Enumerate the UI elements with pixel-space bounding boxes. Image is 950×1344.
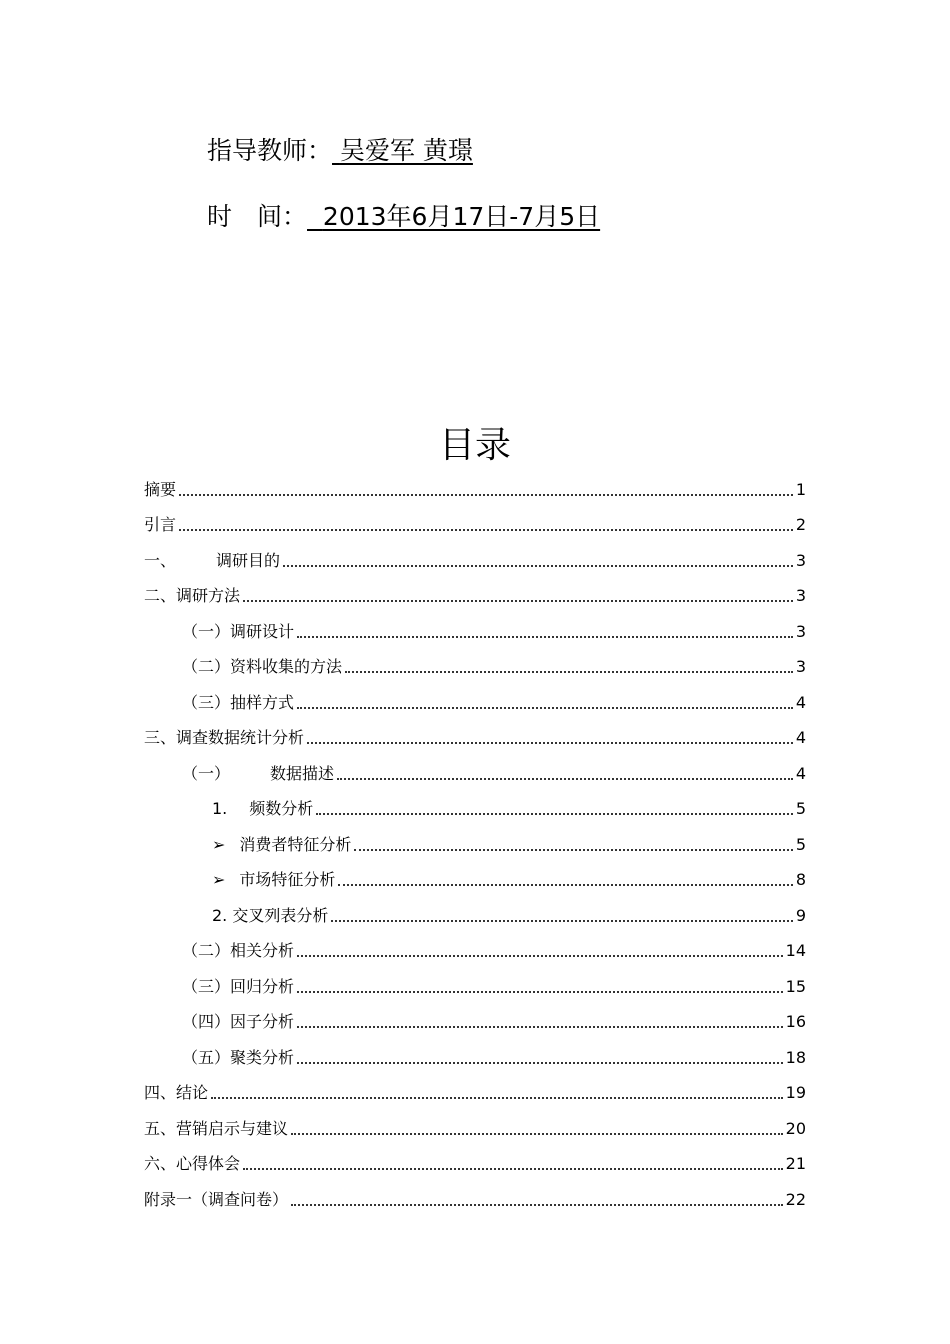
toc-entry-label: 消费者特征分析: [239, 835, 352, 854]
toc-leader-dots: [291, 1133, 783, 1135]
teacher-value: [332, 135, 473, 167]
toc-entry-text: （二）资料收集的方法: [182, 657, 343, 676]
toc-leader-dots: [179, 494, 793, 496]
toc-page-number: 15: [785, 977, 806, 996]
toc-entry-prefix: 1.: [212, 799, 228, 818]
toc-page-number: 4: [795, 728, 806, 747]
toc-entry-statistical-analysis[interactable]: [144, 723, 806, 749]
toc-entry-prefix: 一、: [144, 551, 177, 570]
toc-entry-research-design[interactable]: [144, 617, 806, 643]
toc-entry-text: 附录一（调查问卷）: [144, 1190, 289, 1209]
toc-page-number: 9: [795, 906, 806, 925]
toc-entry-text: （一）调研设计: [182, 622, 295, 641]
teacher-line: [207, 135, 473, 167]
toc-leader-dots: [297, 707, 793, 709]
toc-leader-dots: [243, 1168, 783, 1170]
toc-entry-market-characteristics[interactable]: [144, 865, 806, 891]
toc-entry-text: 引言: [144, 515, 177, 534]
toc-entry-text: [212, 834, 351, 856]
toc-entry-factor-analysis[interactable]: [144, 1007, 806, 1033]
toc-page-number: 5: [795, 799, 806, 818]
toc-page-number: 20: [785, 1119, 806, 1138]
toc-page-number: 4: [795, 693, 806, 712]
toc-entry-label: 调研目的: [216, 551, 281, 570]
toc-entry-text: [182, 763, 334, 785]
toc-entry-text: [212, 798, 313, 820]
toc-page-number: 16: [785, 1012, 806, 1031]
toc-page-number: 4: [795, 764, 806, 783]
toc-entry-crosstab-analysis[interactable]: [144, 901, 806, 927]
toc-leader-dots: [243, 600, 793, 602]
toc-page-number: 3: [795, 551, 806, 570]
toc-entry-text: （三）回归分析: [182, 977, 295, 996]
toc-entry-data-description[interactable]: [144, 759, 806, 785]
toc-entry-sampling[interactable]: [144, 688, 806, 714]
toc-entry-research-methods[interactable]: [144, 581, 806, 607]
toc-leader-dots: [291, 1204, 783, 1206]
toc-leader-dots: [337, 778, 793, 780]
teacher-label: 指导教师：: [207, 136, 333, 165]
toc-entry-label: 频数分析: [249, 799, 314, 818]
toc-page-number: 3: [795, 657, 806, 676]
toc-page-number: 14: [785, 941, 806, 960]
toc-entry-reflections[interactable]: [144, 1149, 806, 1175]
toc-entry-label: 数据描述: [270, 764, 335, 783]
toc-leader-dots: [297, 955, 783, 957]
toc-entry-data-collection[interactable]: [144, 652, 806, 678]
toc-leader-dots: [297, 636, 793, 638]
toc-entry-text: 四、结论: [144, 1083, 209, 1102]
toc-page-number: 21: [785, 1154, 806, 1173]
toc-entry-text: 六、心得体会: [144, 1154, 241, 1173]
arrow-bullet-icon: ➢: [212, 835, 226, 854]
toc-leader-dots: [297, 991, 783, 993]
toc-page-number: 1: [795, 480, 806, 499]
toc-leader-dots: [316, 813, 793, 815]
toc-leader-dots: [354, 849, 792, 851]
toc-leader-dots: [307, 742, 793, 744]
toc-leader-dots: [211, 1097, 783, 1099]
time-line: [207, 201, 600, 233]
toc-entry-text: 二、调研方法: [144, 586, 241, 605]
toc-page-number: 3: [795, 586, 806, 605]
toc-entry-appendix-questionnaire[interactable]: [144, 1185, 806, 1211]
toc-entry-text: [144, 550, 280, 572]
toc-page-number: 19: [785, 1083, 806, 1102]
toc-entry-text: （三）抽样方式: [182, 693, 295, 712]
toc-leader-dots: [179, 529, 793, 531]
time-value: [307, 201, 600, 233]
toc-entry-introduction[interactable]: [144, 510, 806, 536]
toc-entry-text: 2. 交叉列表分析: [212, 906, 329, 925]
toc-entry-consumer-characteristics[interactable]: [144, 830, 806, 856]
toc-entry-regression-analysis[interactable]: [144, 972, 806, 998]
toc-entry-correlation-analysis[interactable]: [144, 936, 806, 962]
toc-page-number: 3: [795, 622, 806, 641]
teacher-names: 吴爱军 黄璟: [339, 136, 473, 165]
toc-title: 目录: [438, 425, 511, 466]
toc-entry-frequency-analysis[interactable]: [144, 794, 806, 820]
toc-entry-text: （四）因子分析: [182, 1012, 295, 1031]
toc-leader-dots: [283, 565, 793, 567]
time-range: 2013年6月17日-7月5日: [322, 202, 601, 231]
toc-page-number: 8: [795, 870, 806, 889]
toc-leader-dots: [331, 920, 792, 922]
toc-entry-text: [212, 869, 335, 891]
toc-entry-text: 摘要: [144, 480, 177, 499]
toc-entry-text: （五）聚类分析: [182, 1048, 295, 1067]
time-label: 时 间：: [207, 202, 308, 231]
toc-leader-dots: [345, 671, 793, 673]
toc-entry-abstract[interactable]: [144, 475, 806, 501]
toc-entry-text: 三、调查数据统计分析: [144, 728, 305, 747]
toc-entry-text: 五、营销启示与建议: [144, 1119, 289, 1138]
toc-entry-marketing-suggestions[interactable]: [144, 1114, 806, 1140]
toc-page-number: 18: [785, 1048, 806, 1067]
toc-leader-dots: [338, 884, 792, 886]
toc-entry-text: （二）相关分析: [182, 941, 295, 960]
toc-page-number: 2: [795, 515, 806, 534]
toc-leader-dots: [297, 1026, 783, 1028]
toc-entry-conclusion[interactable]: [144, 1078, 806, 1104]
toc-entry-prefix: （一）: [182, 764, 231, 783]
arrow-bullet-icon: ➢: [212, 870, 226, 889]
toc-entry-cluster-analysis[interactable]: [144, 1043, 806, 1069]
toc-entry-research-purpose[interactable]: [144, 546, 806, 572]
toc-entry-label: 市场特征分析: [239, 870, 336, 889]
toc-leader-dots: [297, 1062, 783, 1064]
toc-page-number: 5: [795, 835, 806, 854]
toc-page-number: 22: [785, 1190, 806, 1209]
